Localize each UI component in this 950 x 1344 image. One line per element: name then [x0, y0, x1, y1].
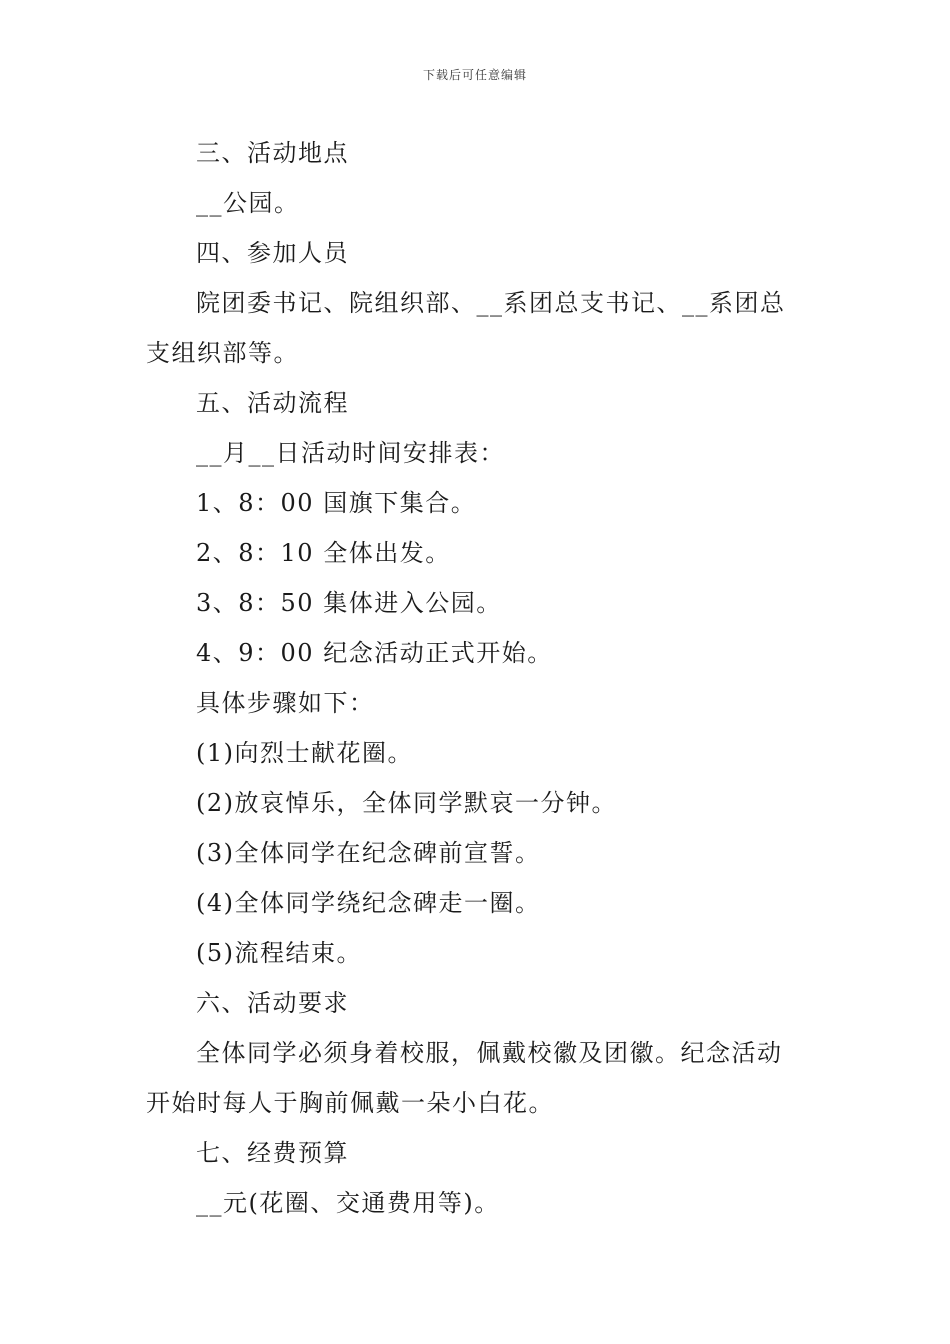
step-item: (2)放哀悼乐，全体同学默哀一分钟。 — [196, 789, 617, 817]
page-header-note: 下载后可任意编辑 — [422, 68, 527, 82]
paragraph-budget: __元(花圈、交通费用等)。 — [196, 1189, 500, 1217]
step-item: (4)全体同学绕纪念碑走一圈。 — [196, 889, 541, 917]
schedule-item: 1、8：00 国旗下集合。 — [196, 489, 477, 517]
schedule-item: 4、9：00 纪念活动正式开始。 — [196, 639, 553, 667]
schedule-title: __月__日活动时间安排表： — [196, 439, 505, 467]
paragraph-participants-line-2: 支组织部等。 — [146, 339, 299, 367]
step-item: (1)向烈士献花圈。 — [196, 739, 413, 767]
section-heading-process: 五、活动流程 — [196, 389, 349, 417]
steps-title: 具体步骤如下： — [196, 689, 375, 717]
paragraph-participants-line-1: 院团委书记、院组织部、__系团总支书记、__系团总 — [196, 289, 786, 317]
section-heading-participants: 四、参加人员 — [196, 239, 349, 267]
paragraph-requirements-line-1: 全体同学必须身着校服，佩戴校徽及团徽。纪念活动 — [196, 1039, 783, 1067]
paragraph-location: __公园。 — [196, 189, 300, 217]
step-item: (3)全体同学在纪念碑前宣誓。 — [196, 839, 541, 867]
paragraph-requirements-line-2: 开始时每人于胸前佩戴一朵小白花。 — [146, 1089, 554, 1117]
schedule-item: 3、8：50 集体进入公园。 — [196, 589, 502, 617]
schedule-item: 2、8：10 全体出发。 — [196, 539, 451, 567]
document-body — [146, 128, 810, 1228]
section-heading-location: 三、活动地点 — [196, 139, 349, 167]
section-heading-budget: 七、经费预算 — [196, 1139, 349, 1167]
step-item: (5)流程结束。 — [196, 939, 362, 967]
section-heading-requirements: 六、活动要求 — [196, 989, 349, 1017]
